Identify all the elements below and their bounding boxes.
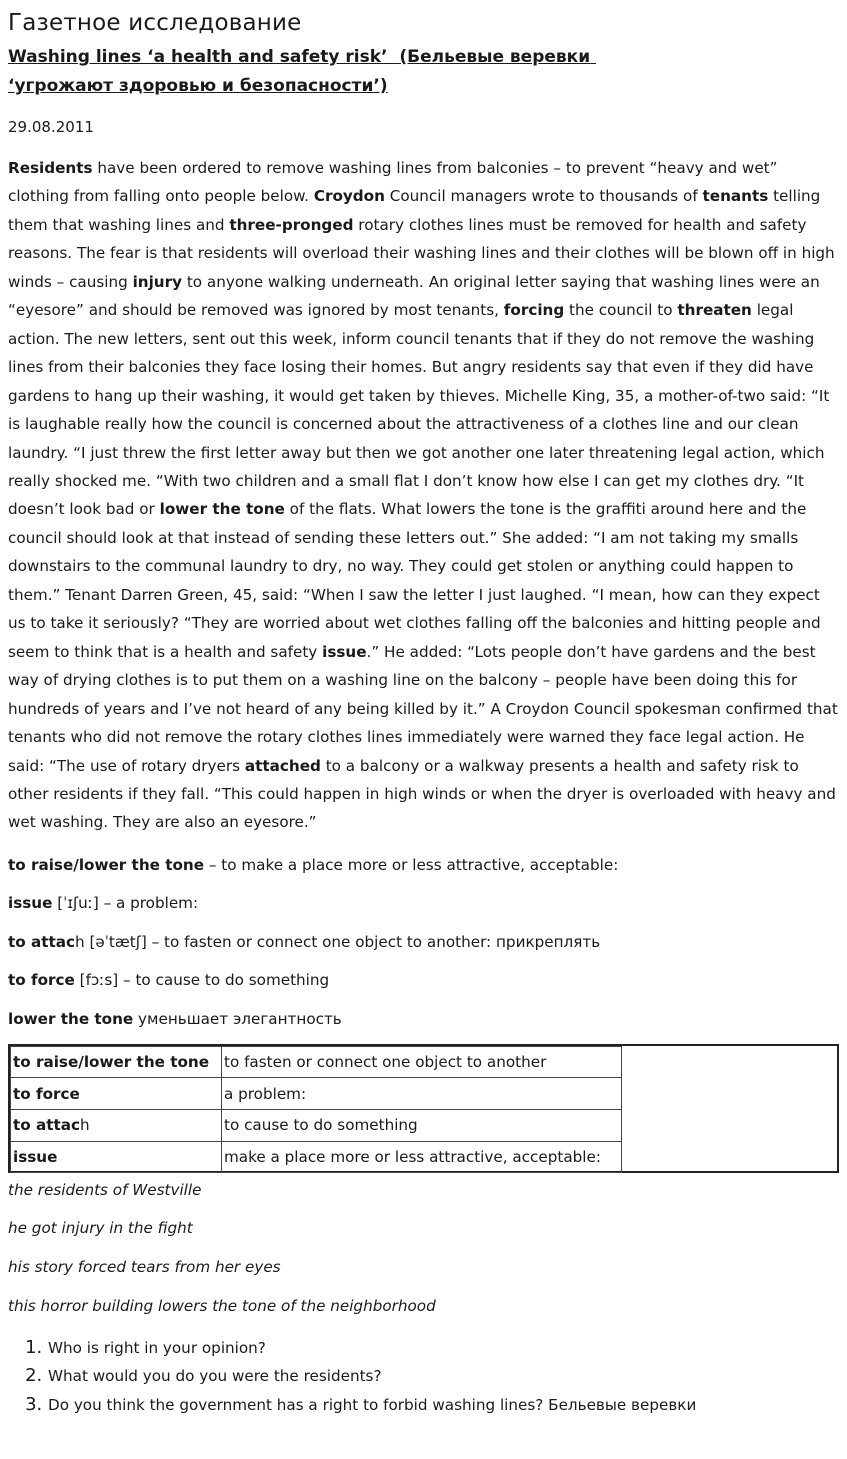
example-sentence: his story forced tears from her eyes bbox=[8, 1258, 281, 1277]
article-text: of the flats. What lowers the tone is the graffiti around here and the council should look at that instead of sending these letters out.” She added: “I am not taking my smalls downstairs to the communal laundry to dry, no way. They could get stolen or anything could happen to them.” Tenant Darren Green, 45, said: “When I saw the letter I just laughed. “I mean, how can they expect us to take it seriously? “They are worried about wet clothes falling off the balconies and hitting people and seem to think that is a health and safety bbox=[8, 500, 821, 661]
article-text: rotary clothes lines must be removed for health and safety reasons. The fear is that residents will overload their washing lines and their clothes will be blown off in high winds – causing bbox=[8, 215, 835, 291]
example-sentences bbox=[8, 1180, 840, 1316]
table-term: to raise/lower the tone bbox=[13, 1053, 210, 1072]
highlighted-word: tenants bbox=[702, 187, 769, 206]
article-text: Council managers wrote to thousands of bbox=[384, 187, 703, 206]
highlighted-word: injury bbox=[132, 272, 183, 291]
headline-russian-part2: ‘угрожают здоровью и безопасности’) bbox=[8, 76, 388, 96]
table-term-cell bbox=[11, 1078, 222, 1110]
discussion-questions bbox=[8, 1334, 840, 1420]
example-sentence: this horror building lowers the tone of the neighborhood bbox=[8, 1296, 436, 1315]
question-item: 1. Who is right in your opinion? bbox=[48, 1334, 840, 1363]
highlighted-word: forcing bbox=[503, 301, 565, 320]
glossary-term: lower the tone bbox=[8, 1009, 134, 1028]
table-definition-cell: to cause to do something bbox=[222, 1110, 622, 1142]
table-definition-cell: to fasten or connect one object to another bbox=[222, 1046, 622, 1078]
table-term-cell bbox=[11, 1110, 222, 1142]
question-item: 2. What would you do you were the residents? bbox=[48, 1362, 840, 1391]
article-headline bbox=[8, 43, 840, 101]
highlighted-word: three-pronged bbox=[229, 215, 354, 234]
example-sentence: he got injury in the fight bbox=[8, 1219, 193, 1238]
table-definition-cell: make a place more or less attractive, acceptable: bbox=[222, 1141, 622, 1173]
page-title: Газетное исследование bbox=[8, 10, 302, 36]
glossary-entry bbox=[8, 893, 840, 913]
glossary-definition: уменьшает элегантность bbox=[133, 1009, 342, 1028]
article-date: 29.08.2011 bbox=[8, 118, 94, 136]
glossary-entry bbox=[8, 855, 840, 875]
article-text: legal action. The new letters, sent out this week, inform council tenants that if they do not remove the washing lines from their balconies they face losing their homes. But angry residents say that even if they did have gardens to hang up their washing, it would get taken by thieves. Michelle King, 35, a mother-of-two said: “It is laughable really how the council is concerned about the attractiveness of a clothes line and our clean laundry. “I just threw the first letter away but then we got another one later threatening legal action, which really shocked me. “With two children and a small flat I don’t know how else I can get my clothes dry. “It doesn’t look bad or bbox=[8, 301, 830, 519]
example-sentence: the residents of Westville bbox=[8, 1180, 202, 1199]
glossary-definition: [fɔːs] – to cause to do something bbox=[74, 971, 330, 990]
headline-english: Washing lines ‘a health and safety risk’ bbox=[8, 47, 388, 67]
highlighted-word: Residents bbox=[8, 159, 93, 177]
highlighted-word: Croydon bbox=[313, 187, 385, 206]
glossary-entry bbox=[8, 970, 840, 990]
table-term: issue bbox=[13, 1147, 58, 1166]
table-term: to attac bbox=[13, 1116, 81, 1135]
table-row bbox=[11, 1078, 622, 1110]
article-text: the council to bbox=[564, 301, 678, 320]
glossary-term: issue bbox=[8, 894, 53, 913]
glossary-entry bbox=[8, 932, 840, 952]
article-text: to a balcony or a walkway presents a health and safety risk to other residents if they fall. “This could happen in high winds or when the dryer is overloaded with heavy and wet washing. They are also an eyesore.” bbox=[8, 756, 836, 832]
table-row bbox=[11, 1046, 622, 1078]
glossary-term: to force bbox=[8, 971, 75, 990]
article-text: telling them that washing lines and bbox=[8, 187, 821, 234]
article-text: .” He added: “Lots people don’t have gardens and the best way of drying clothes is to put them on a washing line on the balcony – people have been doing this for hundreds of years and I’ve not heard of any being killed by it.” A Croydon Council spokesman confirmed that tenants who did not remove the rotary clothes lines immediately were warned they face legal action. He said: “The use of rotary dryers bbox=[8, 642, 838, 775]
glossary-term: to raise/lower the tone bbox=[8, 855, 205, 874]
matching-table bbox=[10, 1046, 622, 1173]
table-term-cell bbox=[11, 1046, 222, 1078]
glossary-entry bbox=[8, 1009, 840, 1029]
highlighted-word: lower the tone bbox=[159, 500, 285, 519]
glossary-definition: h [əˈtætʃ] – to fasten or connect one object to another: прикреплять bbox=[75, 932, 601, 951]
glossary bbox=[8, 855, 840, 1029]
matching-table-frame bbox=[8, 1044, 839, 1173]
table-row bbox=[11, 1110, 622, 1142]
article-text: have been ordered to remove washing lines from balconies – to prevent “heavy and wet” clothing from falling onto people below. bbox=[8, 159, 778, 206]
table-definition-cell: a problem: bbox=[222, 1078, 622, 1110]
glossary-term: to attac bbox=[8, 932, 76, 951]
article-text: to anyone walking underneath. An original letter saying that washing lines were an “eyesore” and should be removed was ignored by most tenants, bbox=[8, 272, 820, 320]
document-page bbox=[8, 0, 840, 1419]
table-term: to force bbox=[13, 1084, 80, 1103]
highlighted-word: issue bbox=[322, 642, 367, 661]
highlighted-word: threaten bbox=[677, 301, 752, 320]
glossary-definition: [ˈɪʃuː] – a problem: bbox=[52, 894, 199, 913]
table-row bbox=[11, 1141, 622, 1173]
article-body bbox=[8, 154, 840, 837]
table-term-cell bbox=[11, 1141, 222, 1173]
highlighted-word: attached bbox=[244, 756, 321, 775]
glossary-definition: – to make a place more or less attractive, acceptable: bbox=[204, 855, 619, 874]
headline-russian-part1: (Бельевые веревки bbox=[399, 47, 591, 67]
question-item: 3. Do you think the government has a right to forbid washing lines? Бельевые веревки bbox=[48, 1391, 840, 1420]
table-term-suffix: h bbox=[80, 1116, 90, 1135]
